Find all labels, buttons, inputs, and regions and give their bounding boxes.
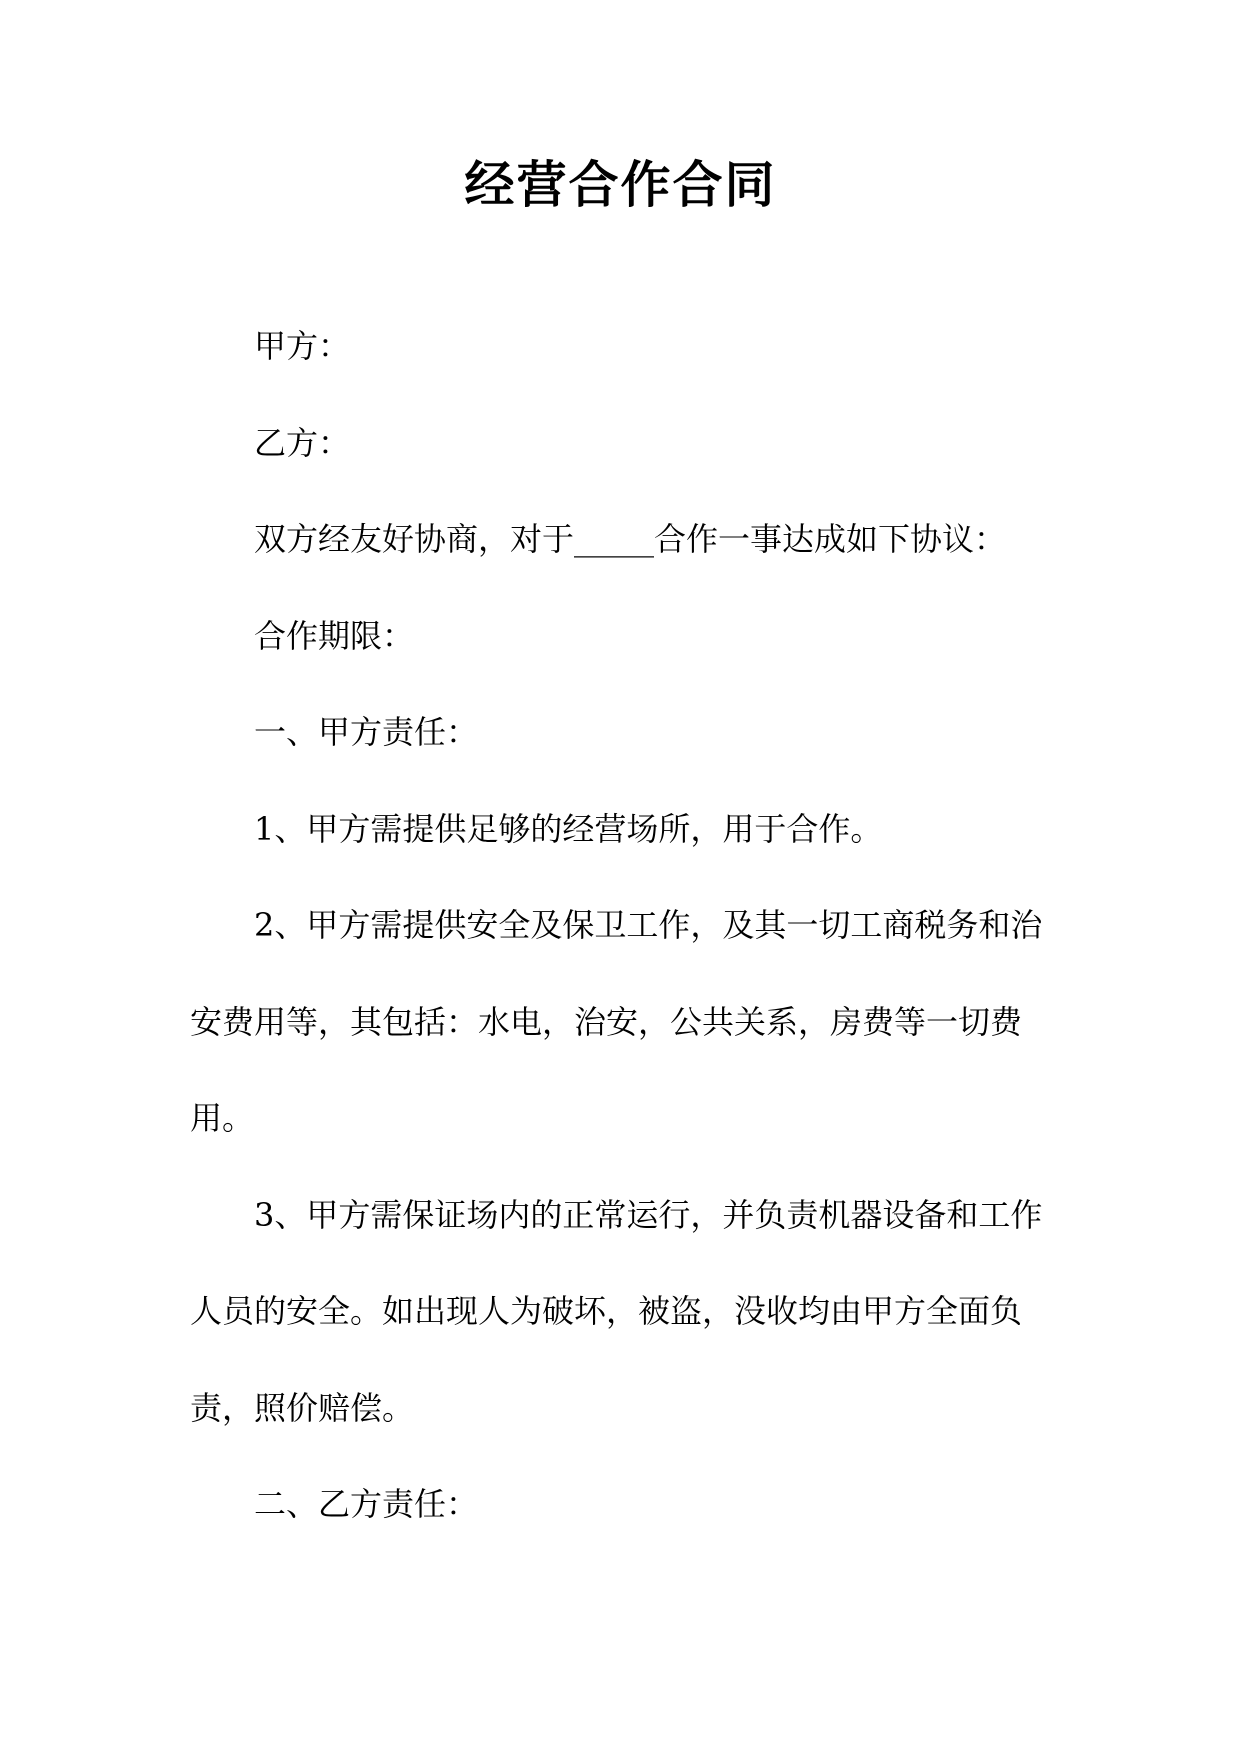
paragraph-agreement-intro: 双方经友好协商，对于_____合作一事达成如下协议：: [254, 520, 1007, 558]
clause-a-1: 1、甲方需提供足够的经营场所，用于合作。: [254, 809, 883, 848]
document-body: [190, 298, 1050, 1553]
section-heading-party-a-duties: 一、甲方责任：: [254, 713, 479, 751]
document-title: 经营合作合同: [464, 156, 777, 214]
clause-a-2: 2、甲方需提供安全及保卫工作，及其一切工商税务和治安费用等，其包括：水电，治安，公共关系，房费等一切费用。: [190, 906, 1043, 1137]
section-heading-party-b-duties: 二、乙方责任：: [254, 1485, 479, 1523]
paragraph-party-a: 甲方：: [254, 327, 351, 365]
paragraph-cooperation-term: 合作期限：: [254, 616, 415, 655]
clause-a-3: 3、甲方需保证场内的正常运行，并负责机器设备和工作人员的安全。如出现人为破坏，被盗，没收均由甲方全面负责，照价赔偿。: [190, 1195, 1043, 1427]
paragraph-party-b: 乙方：: [254, 423, 351, 462]
